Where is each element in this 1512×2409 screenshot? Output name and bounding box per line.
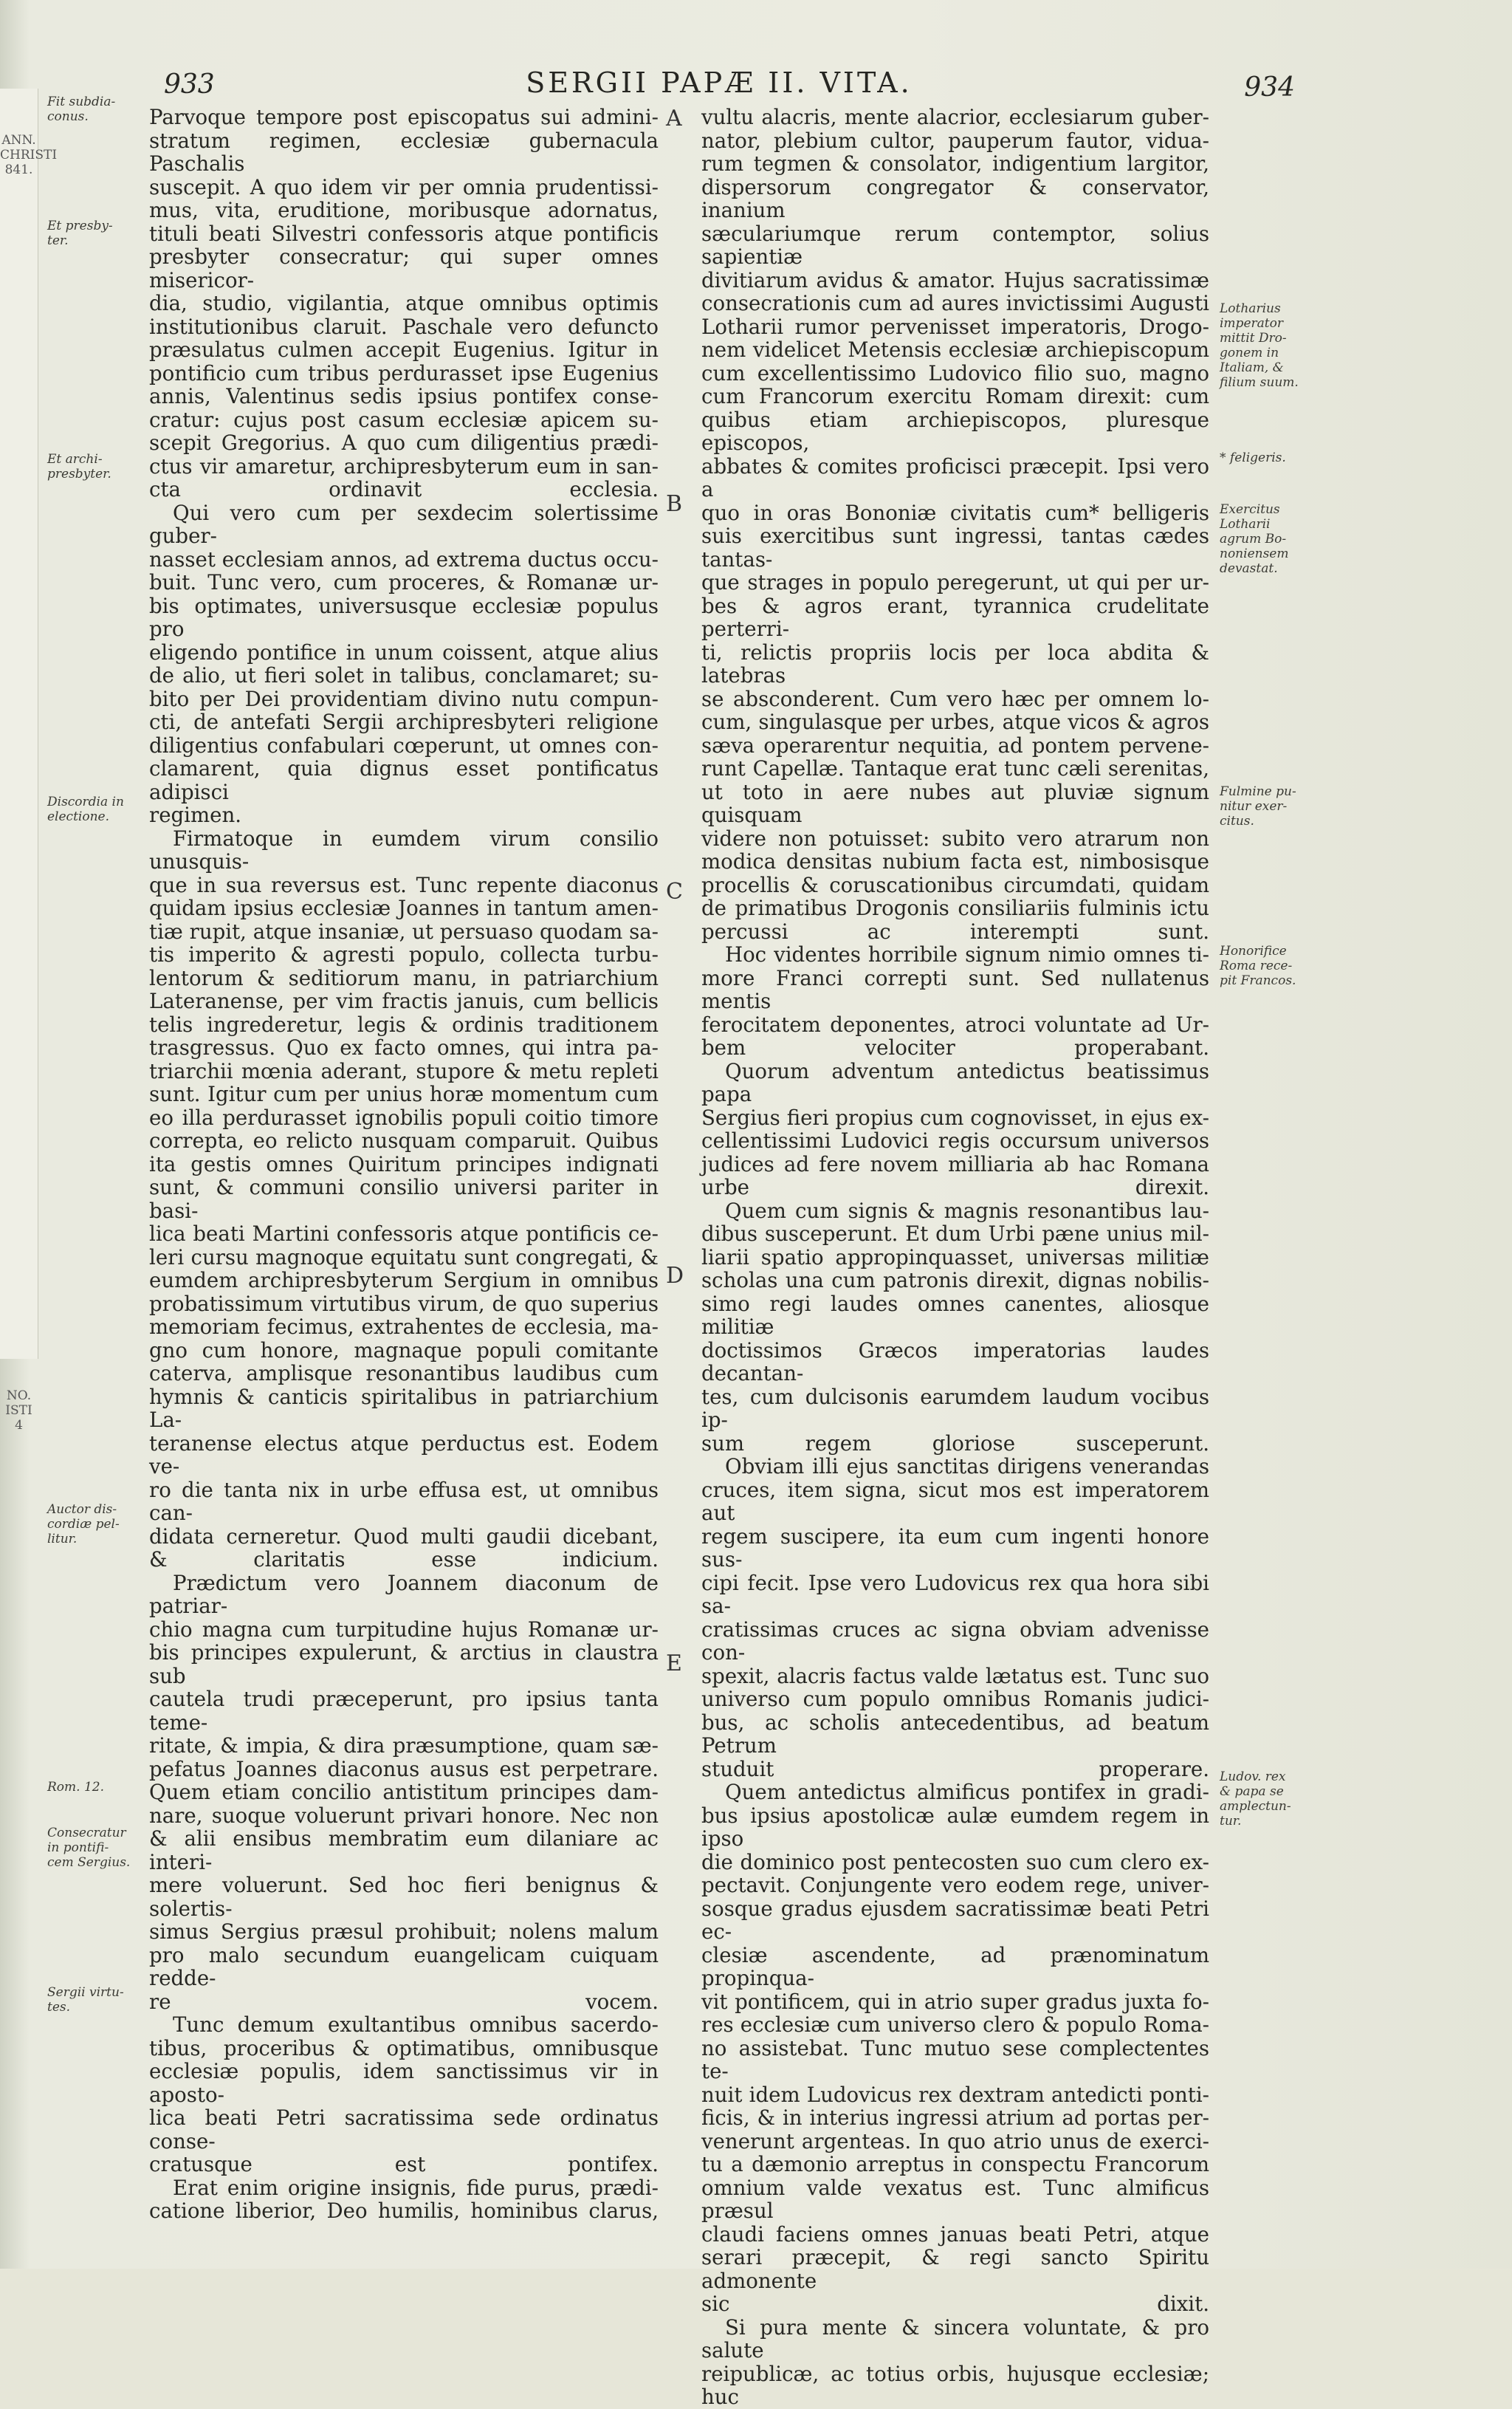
margin-note: Honorifice Roma rece- pit Francos. [1220,944,1296,988]
paragraph: Quem antedictus almificus pontifex in gradi- bus ipsius apostolicæ aulæ eumdem regem in ipso die dominico post pentecosten suo cum clero ex- pectavit. Conjungente vero eodem rege, univer- sosque gradus ejusdem sacratissimæ beati Petri ec- clesiæ ascendente, ad prænominatum propinqua- vit pontificem, qui in atrio super gradus juxta fo- res ecclesiæ cum universo clero & populo Roma- no assistebat. Tunc mutuo sese complectentes te- nuit idem Ludovicus rex dextram antedicti ponti- ficis, & in interius ingressi atrium ad portas per- venerunt argenteas. In quo atrio unus de exerci- tu a dæmonio arreptus in conspectu Francorum omnium valde vexatus est. Tunc almificus præsul claudi faciens omnes januas beati Petri, atque serari præcepit, & regi sancto Spiritu admonente sic dixit. [701,1780,1209,2316]
running-header [148,59,1295,103]
margin-note: Consecratur in pontifi- cem Sergius. [47,1826,131,1870]
margin-note: Et archi- presbyter. [47,452,111,482]
paragraph: Quorum adventum antedictus beatissimus papa Sergius fieri propius cum cognovisset, in ejus ex- cellentissimi Ludovici regis occursum universos judices ad fere novem milliaria ab hac Romana urbe direxit. [701,1058,1209,1199]
margin-note: Rom. 12. [47,1780,104,1795]
adjacent-page-year: ANN. CHRISTI 841. [0,133,58,177]
paragraph: Firmatoque in eumdem virum consilio unusquis- que in sua reversus est. Tunc repente diaconus quidam ipsius ecclesiæ Joannes in tantum amen- tiæ rupit, atque insaniæ, ut persuaso quodam sa- tis imperito & agresti populo, collecta turbu- lentorum & seditiorum manu, in patriarchium Lateranense, per vim fractis januis, cum bellicis telis ingrederetur, legis & ordinis traditionem trasgressus. Quo ex facto omnes, qui intra pa- triarchii mœnia aderant, stupore & metu repleti sunt. Igitur cum per unius horæ momentum cum eo illa perdurasset ignobilis populi coitio timore correpta, eo relicto nusquam comparuit. Quibus ita gestis omnes Quiritum principes indignati sunt, & communi consilio universi pariter in basi- lica beati Martini confessoris atque pontificis ce- leri cursu magnoque equitatu sunt congregati, & eumdem archipresbyterum Sergium in omnibus probatissimum virtutibus virum, de quo superius memoriam fecimus, extrahentes de ecclesia, ma- gno cum honore, magnaque populi comitante caterva, amplisque resonantibus laudibus cum hymnis & canticis spiritalibus in patriarchium La- teranense electus atque perductus est. Eodem ve- ro die tanta nix in urbe effusa est, ut omnibus can- didata cerneretur. Quod multi gaudii dicebant, & claritatis esse indicium. [149,826,659,1572]
section-letter-d: D [666,1263,684,1289]
right-text-column [701,106,1209,2409]
section-letter-c: C [666,879,683,905]
left-text-column [149,106,659,2223]
margin-note: Ludov. rex & papa se amplectun- tur. [1220,1769,1291,1829]
margin-note: * feligeris. [1220,450,1286,465]
margin-note: Discordia in electione. [47,795,124,824]
adjacent-page-fragment: NO. ISTI 4 [5,1388,32,1433]
section-letter-a: A [666,106,682,131]
paragraph: Erat enim origine insignis, fide purus, prædi- catione liberior, Deo humilis, hominibus clarus, [149,2175,659,2223]
paragraph: Si pura mente & sincera voluntate, & pro salute reipublicæ, ac totius orbis, hujusque ecclesiæ; [701,2314,1209,2386]
paragraph: Tunc demum exultantibus omnibus sacerdo- tibus, proceribus & optimatibus, omnibusque ecclesiæ populis, idem sanctissimus vir in aposto- lica beati Petri sacratissima sede ordinatus conse- cratusque est pontifex. [149,2012,659,2176]
page-number-right: 934 [1244,72,1295,103]
margin-note: Fit subdia- conus. [47,95,116,124]
paragraph: Prædictum vero Joannem diaconum de patriar- chio magna cum turpitudine hujus Romanæ ur- bis principes expulerunt, & arctius in claustra sub cautela trudi præceperunt, pro ipsius tanta teme- ritate, & impia, & dira præsumptione, quam sæ- pefatus Joannes diaconus ausus est perpetrare. Quem etiam concilio antistitum principes dam- nare, suoque voluerunt privari honore. Nec non & alii ensibus membratim eum dilaniare ac interi- mere voluerunt. Sed hoc fieri benignus & solertis- simus Sergius præsul prohibuit; nolens malum pro malo secundum euangelicam cuiquam redde- re vocem. [149,1570,659,2014]
paragraph: Quem cum signis & magnis resonantibus lau- dibus susceperunt. Et dum Urbi pæne unius mil- liarii spatio appropinquasset, universas militiæ scholas una cum patronis direxit, dignas nobilis- simo regi laudes omnes canentes, aliosque militiæ doctissimos Græcos imperatorias laudes decantan- tes, cum dulcisonis earumdem laudum vocibus ip- sum regem gloriose susceperunt. [701,1198,1209,1456]
margin-note: Lotharius imperator mittit Dro- gonem in Italiam, & filium suum. [1220,301,1299,390]
section-letter-b: B [666,491,683,517]
running-title: SERGII PAPÆ II. VITA. [526,66,913,99]
page-number-left: 933 [164,69,215,100]
paragraph: Obviam illi ejus sanctitas dirigens venerandas cruces, item signa, sicut mos est imperatorem aut regem suscipere, ita eum cum ingenti honore sus- cipi fecit. Ipse vero Ludovicus rex qua hora sibi sa- cratissimas cruces ac signa obviam advenisse con- spexit, alacris factus valde lætatus est. Tunc suo universo cum populo omnibus Romanis judici- bus, ac scholis antecedentibus, ad beatum Petrum studuit properare. [701,1454,1209,1781]
section-letter-e: E [666,1651,682,1676]
margin-note: Auctor dis- cordiæ pel- litur. [47,1502,120,1546]
paragraph: Hoc videntes horribile signum nimio omnes ti- more Franci correpti sunt. Sed nullatenus mentis ferocitatem deponentes, atroci voluntate ad Ur- bem velociter properabant. [701,942,1209,1060]
adjacent-page-edge [0,89,58,1433]
margin-note: Sergii virtu- tes. [47,1985,124,2015]
margin-note: Fulmine pu- nitur exer- citus. [1220,784,1296,829]
margin-note: Et presby- ter. [47,219,113,248]
paragraph: Qui vero cum per sexdecim solertissime guber- nasset ecclesiam annos, ad extrema ductus occu- buit. Tunc vero, cum proceres, & Romanæ ur- bis optimates, universusque ecclesiæ populus pro eligendo pontifice in unum coissent, atque alius de alio, ut fieri solet in talibus, conclamaret; su- bito per Dei providentiam divino nutu compun- cti, de antefati Sergii archipresbyteri religione diligentius confabulari cœperunt, ut omnes con- clamarent, quia dignus esset pontificatus adipisci regimen. [149,500,659,827]
margin-note: Exercitus Lotharii agrum Bo- noniensem devastat. [1220,502,1289,576]
catchword: huc [701,2385,739,2409]
paragraph: vultu alacris, mente alacrior, ecclesiarum guber- nator, plebium cultor, pauperum fautor, vidua- rum tegmen & consolator, indigentium largitor, dispersorum congregator & conservator, inanium sæculariumque rerum contemptor, solius sapientiæ divitiarum avidus & amator. Hujus sacratissimæ consecrationis cum ad aures invictissimi Augusti Lotharii rumor pervenisset imperatoris, Drogo- nem videlicet Metensis ecclesiæ archiepiscopum cum excellentissimo Ludovico filio suo, magno cum Francorum exercitu Romam direxit: cum quibus etiam archiepiscopos, pluresque episcopos, abbates & comites proficisci præcepit. Ipsi vero a quo in oras Bononiæ civitatis cum* belligeris suis exercitibus sunt ingressi, tantas cædes tantas- que strages in populo peregerunt, ut qui per ur- bes & agros erant, tyrannica crudelitate perterri- ti, relictis propriis locis per loca abdita & latebras se absconderent. Cum vero hæc per omnem lo- cum, singulasque per urbes, atque vicos & agros sæva operarentur nequitia, ad pontem pervene- runt Capellæ. Tantaque erat tunc cæli serenitas, ut toto in aere nubes aut pluviæ signum quisquam videre non potuisset: subito vero atrarum non modica densitas nubium facta est, nimbosisque procellis & coruscationibus circumdati, quidam de primatibus Drogonis consiliariis fulminis ictu percussi ac interempti sunt. [701,105,1209,944]
paragraph: Parvoque tempore post episcopatus sui admini- stratum regimen, ecclesiæ gubernacula Paschalis suscepit. A quo idem vir per omnia prudentissi- mus, vita, eruditione, moribusque adornatus, tituli beati Silvestri confessoris atque pontificis presbyter consecratur; qui super omnes misericor- dia, studio, vigilantia, atque omnibus optimis institutionibus claruit. Paschale vero defuncto præsulatus culmen accepit Eugenius. Igitur in pontificio cum tribus perdurasset ipse Eugenius annis, Valentinus sedis ipsius pontifex conse- cratur: cujus post casum ecclesiæ apicem su- scepit Gregorius. A quo cum diligentius prædi- ctus vir amaretur, archipresbyterum eum in san- cta ordinavit ecclesia. [149,105,659,501]
